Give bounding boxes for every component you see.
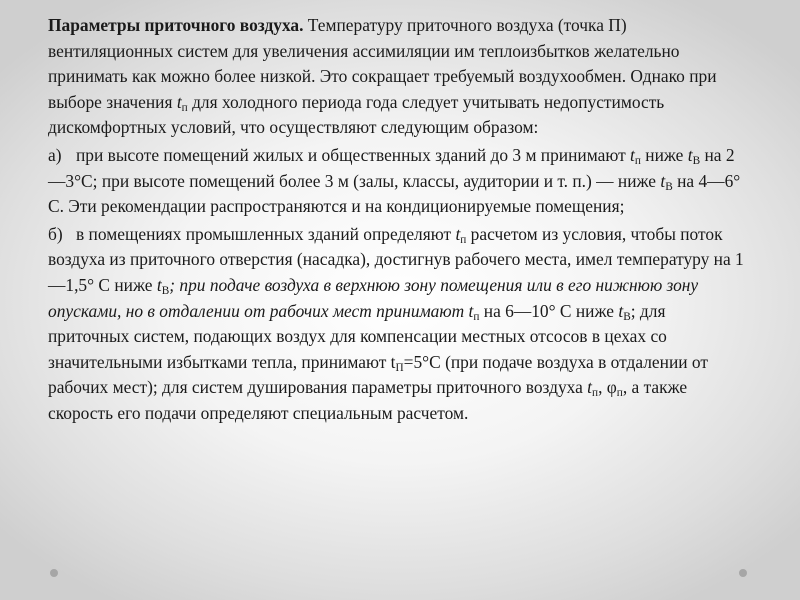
paragraph-intro [48, 13, 748, 141]
item-b-text-1: в помещениях промышленных зданий определяют [76, 223, 456, 244]
item-b-text-3: ; при подаче воздуха в верхнюю зону помещения или в его нижнюю зону опусками, но в отдалении от рабочих мест принимают [48, 274, 699, 321]
subscript-v: В [665, 180, 673, 193]
subscript-p-upper: П [395, 361, 404, 374]
symbol-t: t [618, 300, 624, 321]
subscript-p: п [616, 387, 623, 400]
subscript-p: п [460, 233, 467, 246]
symbol-t: t [587, 377, 593, 398]
subscript-v: В [692, 154, 701, 167]
subscript-p: п [181, 101, 188, 114]
item-a-text-2: ниже [640, 144, 688, 165]
item-a-text-4: на 4—6° С. Эти рекомендации распространяются и на кондиционируемые помещения; [48, 170, 741, 217]
item-b-text-4: на 6—10° С ниже [479, 300, 619, 321]
subscript-p: п [473, 310, 480, 323]
subscript-v: В [623, 310, 631, 323]
item-b-text-6: =5°С (при подаче воздуха в отдалении от рабочих мест); для систем душирования параметры приточного воздуха [48, 351, 708, 398]
item-a-text-3: на 2—3°С; при высоте помещений более 3 м (залы, классы, аудитории и т. п.) — ниже [48, 144, 735, 191]
item-a-text-1: при высоте помещений жилых и общественных зданий до 3 м принимают [76, 144, 631, 165]
intro-text-2: для холодного периода года следует учитывать недопустимость дискомфортных условий, что осуществляют следующим образом: [48, 91, 665, 138]
symbol-t: t [630, 144, 635, 165]
slide-text-block [48, 13, 748, 427]
slide-corner-dot-right [739, 569, 747, 577]
subscript-v: В [161, 284, 170, 297]
paragraph-title: Параметры приточного воздуха. [48, 15, 304, 35]
slide-corner-dot-left [50, 569, 58, 577]
item-b-text-8: , а также скорость его подачи определяют специальным расчетом. [48, 377, 688, 423]
symbol-t: t [455, 223, 461, 244]
symbol-t: t [176, 91, 182, 112]
item-marker-a: а) [48, 144, 62, 165]
symbol-t: t [687, 144, 693, 165]
item-b-text-5: ; для приточных систем, подающих воздух для компенсации местных отсосов в цехах со значительными избытками тепла, принимают t [48, 300, 667, 372]
symbol-t: t [156, 274, 162, 295]
paragraph-item-a [48, 143, 748, 220]
item-marker-b: б) [48, 223, 63, 244]
symbol-t: t [468, 300, 474, 321]
intro-text-1: Температуру приточного воздуха (точка П) вентиляционных систем для увеличения ассимиляции им теплоизбытков желательно принимать как можно более низкой. Это сокращает требуемый воздухообмен. Однако при выборе значения [48, 15, 717, 112]
paragraph-item-b [48, 222, 748, 427]
item-b-text-2: расчетом из условия, чтобы поток воздуха из приточного отверстия (насадка), достигнув рабочего места, имел температуру на 1—1,5° С ниже [48, 223, 744, 295]
item-b-text-7: , φ [598, 377, 617, 398]
symbol-t: t [660, 170, 666, 191]
subscript-p: п [592, 387, 599, 400]
subscript-p: п [634, 154, 641, 167]
